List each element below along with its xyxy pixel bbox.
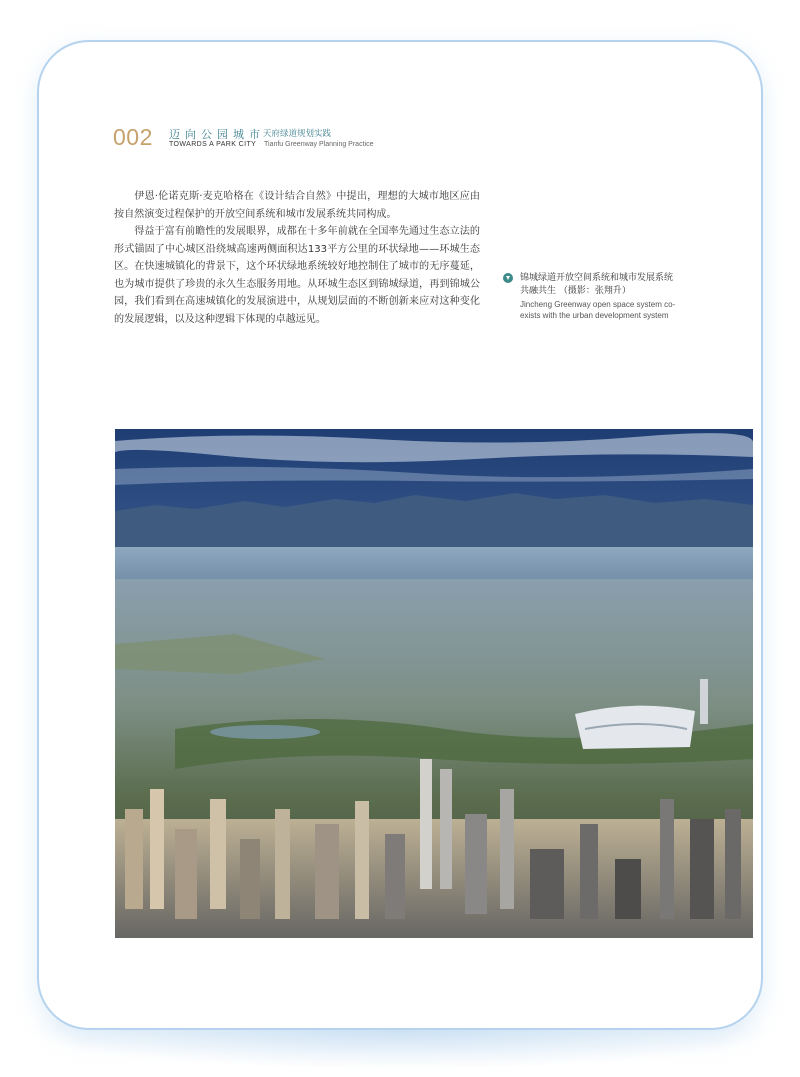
city-aerial-photo [115, 429, 753, 938]
body-text [114, 188, 480, 328]
paragraph: 伊恩·伦诺克斯·麦克哈格在《设计结合自然》中提出，理想的大城市地区应由按自然演变过程保护的开放空间系统和城市发展系统共同构成。 [114, 191, 480, 220]
city-aerial-illustration [115, 429, 753, 938]
caption-en: Jincheng Greenway open space system co-exists with the urban development system [520, 300, 676, 320]
book-subtitle-zh: 天府绿道规划实践 [263, 129, 332, 139]
caption-zh: 锦城绿道开放空间系统和城市发展系统共融共生 （摄影：张翔升） [520, 273, 674, 296]
book-title-en: TOWARDS A PARK CITY [169, 141, 257, 148]
triangle-down-icon [503, 273, 513, 283]
paragraph: 得益于富有前瞻性的发展眼界，成都在十多年前就在全国率先通过生态立法的形式锚固了中心城区沿绕城高速两侧面积达133平方公里的环状绿地——环城生态区。在快速城镇化的背景下，这个环状绿地系统较好地控制住了城市的无序蔓延，也为城市提供了珍贵的永久生态服务用地。从环城生态区到锦城绿道，再到锦城公园，我们看到在高速城镇化的发展演进中，从规划层面的不断创新来应对这种变化的发展逻辑，以及这种逻辑下体现的卓越远见。 [114, 226, 480, 325]
book-subtitle-en: Tianfu Greenway Planning Practice [264, 141, 374, 148]
book-title-zh: 迈向公园城市 [169, 128, 265, 141]
page-card [37, 40, 763, 1030]
photo-caption [503, 272, 678, 321]
page-number: 002 [113, 124, 153, 150]
